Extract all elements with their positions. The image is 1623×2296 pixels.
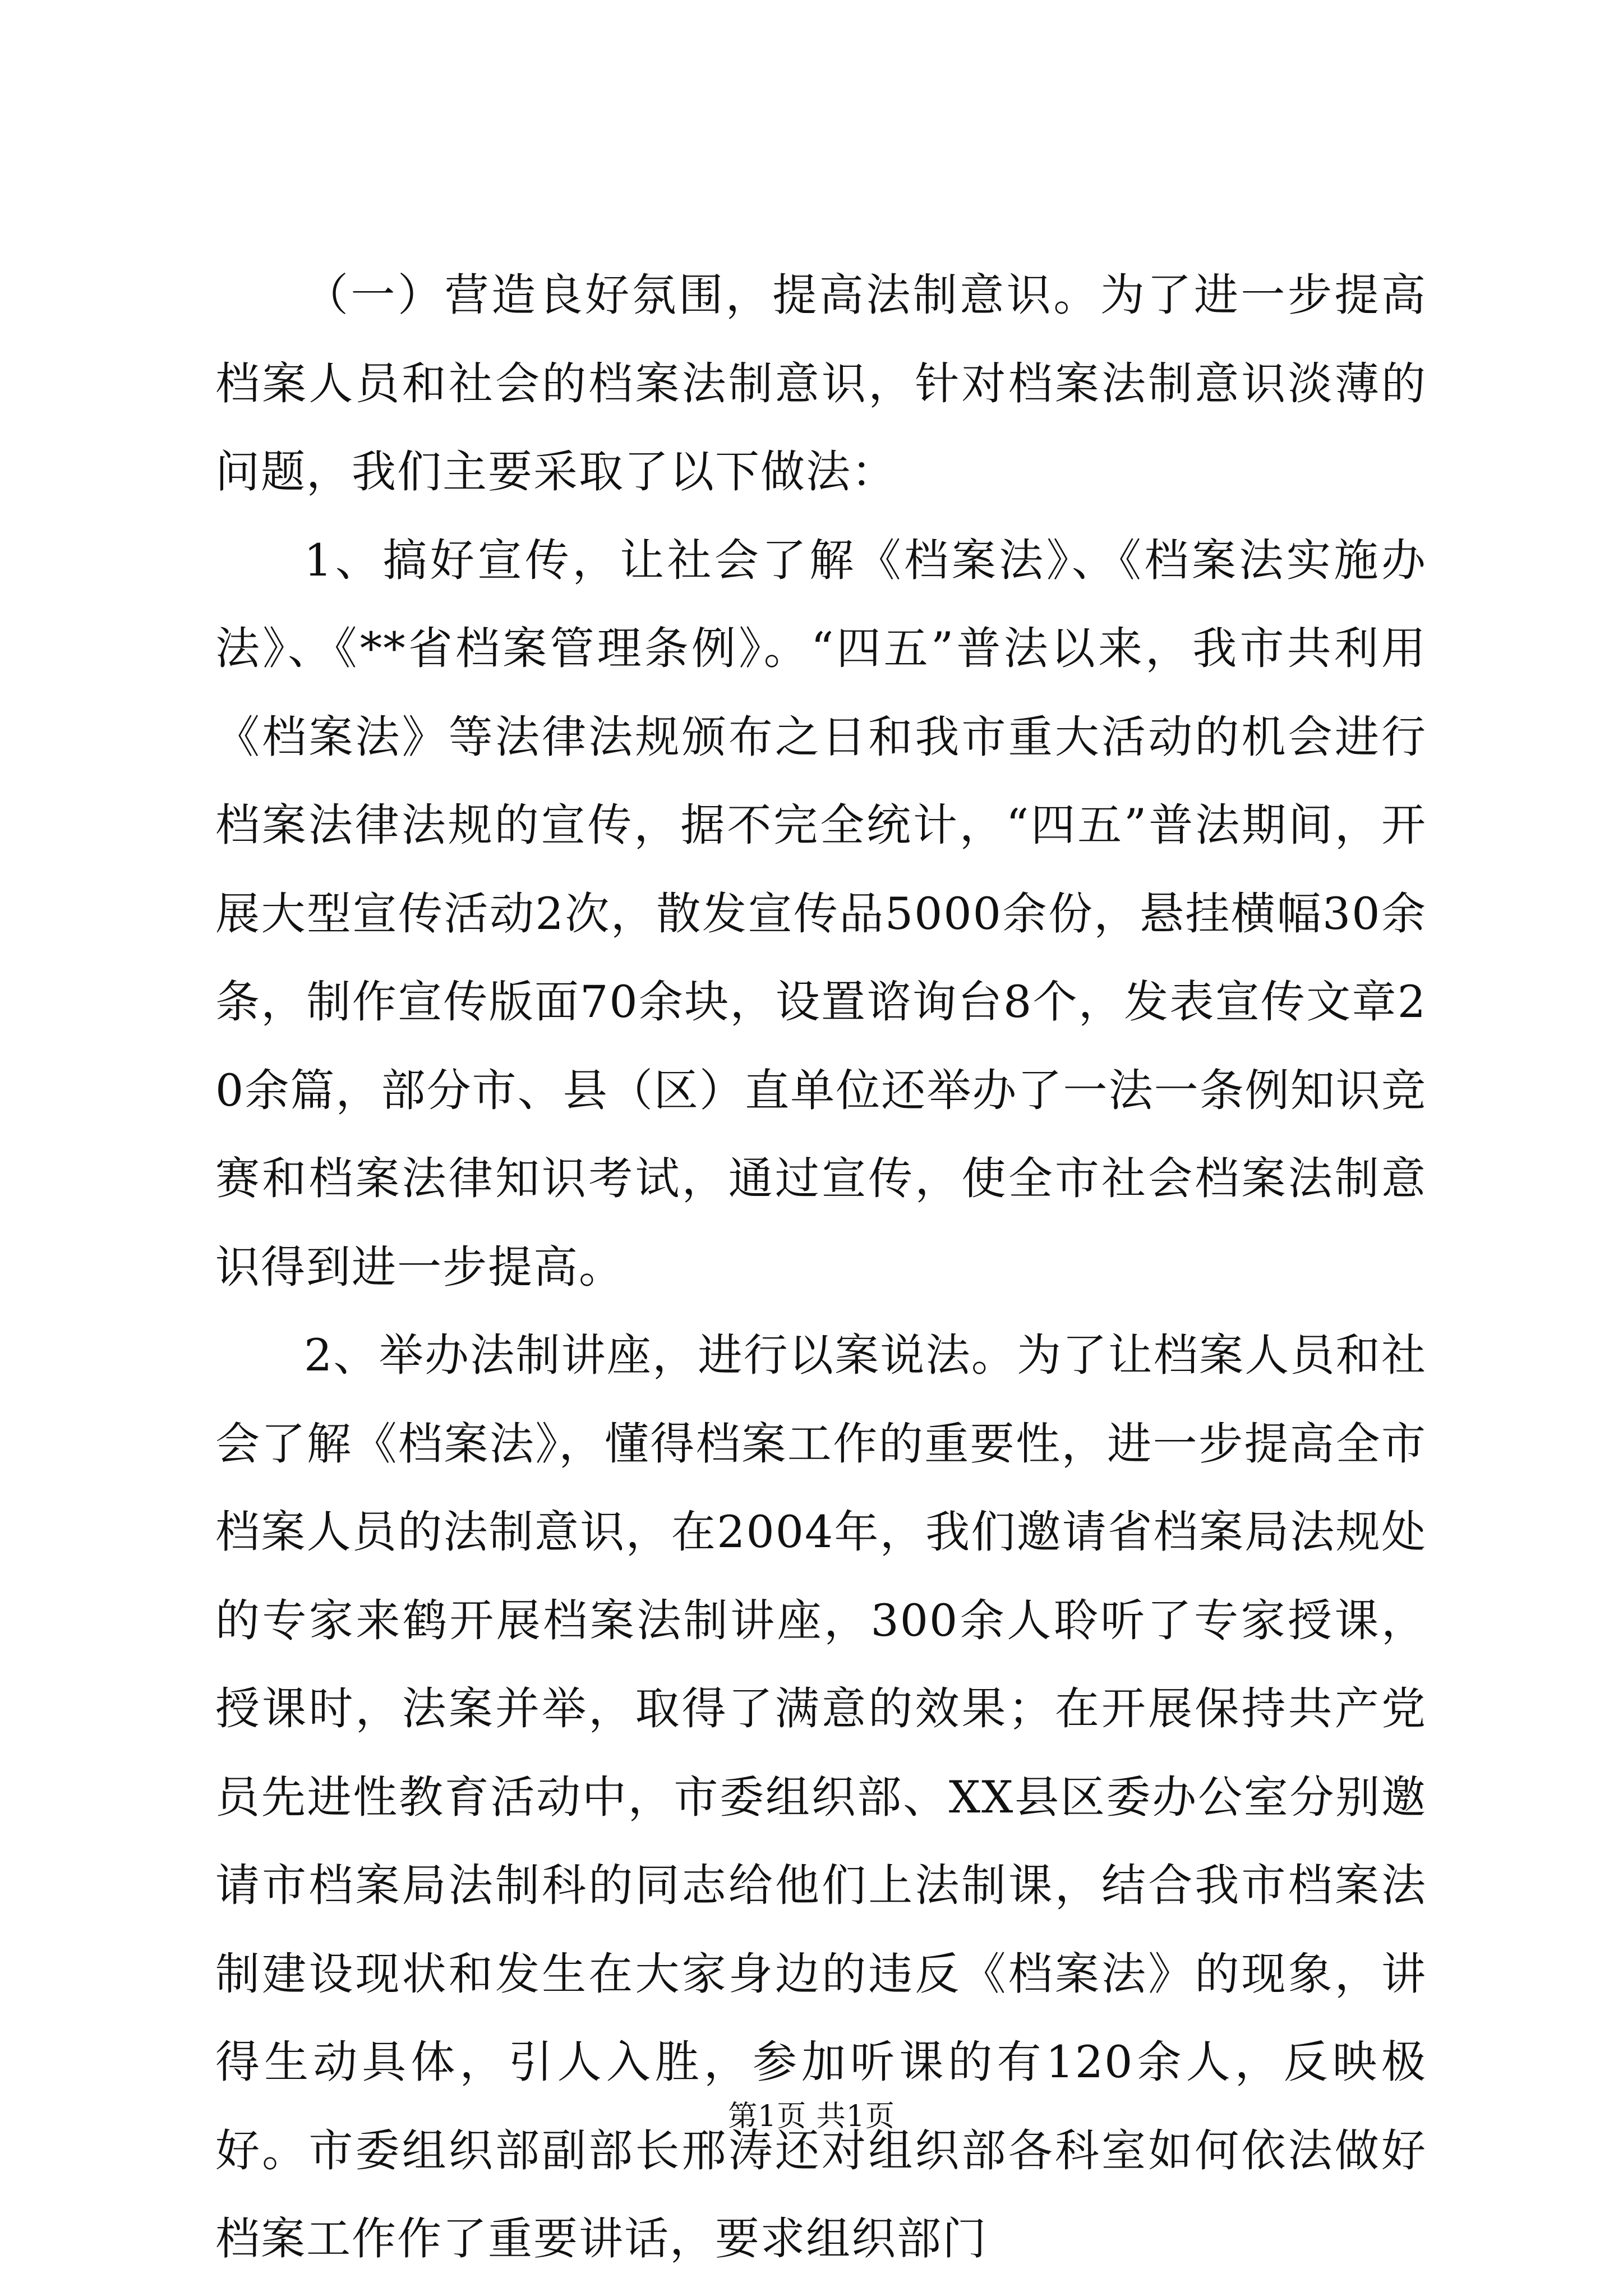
paragraph-item-2: 2、举办法制讲座，进行以案说法。为了让档案人员和社会了解《档案法》，懂得档案工作的重要性，进一步提高全市档案人员的法制意识，在2004年，我们邀请省档案局法规处的专家来鹤开展档案法制讲座，300余人聆听了专家授课，授课时，法案并举，取得了满意的效果；在开展保持共产党员先进性教育活动中，市委组织部、XX县区委办公室分别邀请市档案局法制科的同志给他们上法制课，结合我市档案法制建设现状和发生在大家身边的违反《档案法》的现象，讲得生动具体，引人入胜，参加听课的有120余人，反映极好。市委组织部副部长邢涛还对组织部各科室如何依法做好档案工作作了重要讲话，要求组织部门: [215, 1329, 1427, 2265]
paragraph-intro: （一）营造良好氛围，提高法制意识。为了进一步提高档案人员和社会的档案法制意识，针对档案法制意识淡薄的问题，我们主要采取了以下做法：: [215, 269, 1427, 498]
paragraph-item-1: 1、搞好宣传，让社会了解《档案法》、《档案法实施办法》、《**省档案管理条例》。“四五”普法以来，我市共利用《档案法》等法律法规颁布之日和我市重大活动的机会进行档案法律法规的宣传，据不完全统计，“四五”普法期间，开展大型宣传活动2次，散发宣传品5000余份，悬挂横幅30余条，制作宣传版面70余块，设置谘询台8个，发表宣传文章20余篇，部分市、县（区）直单位还举办了一法一条例知识竞赛和档案法律知识考试，通过宣传，使全市社会档案法制意识得到进一步提高。: [215, 534, 1427, 1293]
page-footer: 第1页 共1页: [728, 2100, 895, 2133]
document-body: [215, 251, 1427, 2284]
